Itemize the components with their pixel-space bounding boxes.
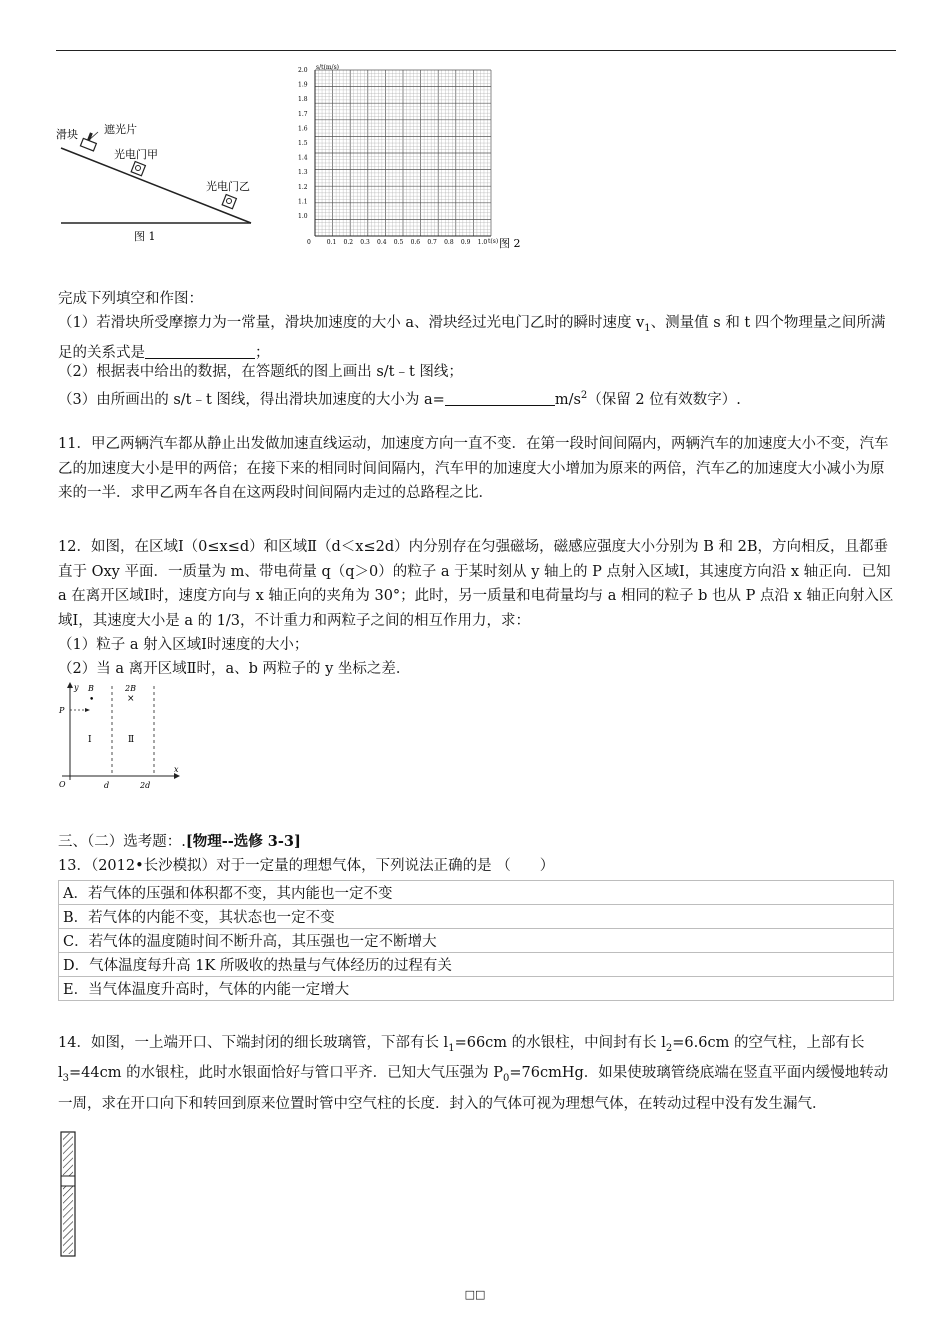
region-1-label: Ⅰ	[88, 735, 92, 745]
section-label: 三、（二）选考题：.	[58, 834, 186, 850]
x-axis: x	[174, 765, 179, 774]
option-e[interactable]: E．当气体温度升高时，气体的内能一定增大	[59, 977, 894, 1001]
y-tick-label: 1.9	[298, 81, 308, 89]
y-tick-label: 1.4	[298, 154, 308, 162]
x-tick-label: 0.8	[444, 239, 454, 246]
y-axis: y	[74, 683, 79, 692]
q10-part1-end: ；	[255, 345, 270, 362]
section-title	[58, 830, 898, 855]
q10-part1	[58, 311, 898, 366]
field-cross-icon: ×	[127, 694, 135, 704]
y-tick-label: 1.2	[298, 183, 308, 191]
label-gate-b: 光电门乙	[206, 180, 250, 193]
q14-text	[58, 1031, 898, 1116]
q14-s4: 0	[502, 1073, 510, 1085]
q12-part1: （1）粒子 a 射入区域Ⅰ时速度的大小；	[58, 637, 309, 653]
x-tick-label: 0.3	[360, 239, 370, 246]
tick-d: d	[104, 781, 110, 790]
x-tick-label: 0.5	[393, 239, 404, 246]
figure-q14-tube	[58, 1130, 82, 1260]
q10-intro: 完成下列填空和作图：	[58, 291, 203, 307]
field-2b-label: 2B	[125, 684, 136, 693]
figure-q12-field	[56, 680, 186, 792]
figure-2-grid	[296, 62, 526, 252]
point-p: P	[59, 706, 65, 715]
q10-part3-b: m/s	[554, 391, 581, 408]
q10-part3-c: （保留 2 位有效数字）.	[587, 391, 741, 408]
q10-part1-sub: 1	[644, 322, 651, 334]
q14-t2: =66cm 的水银柱，中间封有长 l	[454, 1035, 666, 1051]
y-tick-label: 1.3	[298, 169, 308, 177]
option-c[interactable]: C．若气体的温度随时间不断升高，其压强也一定不断增大	[59, 929, 894, 953]
label-shutter: 遮光片	[104, 123, 137, 136]
answer-blank-1[interactable]	[145, 344, 255, 359]
q10-part3	[58, 384, 898, 412]
q10-part3-sup: 2	[580, 390, 588, 401]
header-rule	[56, 50, 896, 51]
fig1-caption: 图 1	[134, 230, 156, 243]
q14-t3: =6.6cm 的空气柱，上部有长 l	[58, 1035, 865, 1082]
q10-part1-b: 、测量值 s 和 t 四个物理量之间所满足的关系式是	[58, 315, 886, 362]
x-tick-label: 1.0	[477, 239, 488, 246]
q10-part3-a: （3）由所画出的 s/t﹣t 图线，得出滑块加速度的大小为 a=	[58, 391, 445, 408]
q10-part1-a: （1）若滑块所受摩擦力为一常量，滑块加速度的大小 a、滑块经过光电门乙时的瞬时速度 v	[58, 315, 645, 331]
option-d[interactable]: D．气体温度每升高 1K 所吸收的热量与气体经历的过程有关	[59, 953, 894, 977]
x-tick-label: 0.9	[460, 239, 471, 246]
q10-part2: （2）根据表中给出的数据，在答题纸的图上画出 s/t﹣t 图线；	[58, 364, 463, 380]
field-dot-icon: •	[89, 695, 95, 705]
x-tick-label: 0.2	[343, 239, 354, 246]
q13-options-table	[58, 880, 894, 1001]
figure-1-incline	[56, 110, 266, 245]
label-gate-a: 光电门甲	[114, 148, 158, 161]
q14-t5: =76cmHg．如果使玻璃管绕底端在竖直平面内缓慢地转动一周，求在开口向下和转回到原来位置时管中空气柱的长度．封入的气体可视为理想气体，在转动过程中没有发生漏气．	[58, 1065, 889, 1112]
option-a[interactable]: A．若气体的压强和体积都不变，其内能也一定不变	[59, 881, 894, 905]
y-tick-label: 2.0	[298, 67, 308, 74]
origin-o: O	[59, 780, 66, 789]
region-2-label: Ⅱ	[128, 735, 135, 745]
q14-t4: =44cm 的水银柱，此时水银面恰好与管口平齐．已知大气压强为 P	[69, 1065, 503, 1082]
x-axis-label: t(s)	[488, 238, 499, 245]
y-axis-label: s/t(m/s)	[316, 64, 339, 71]
y-tick-label: 1.5	[298, 140, 308, 147]
x-tick-label: 0.4	[377, 239, 387, 246]
origin-label: 0	[307, 239, 311, 246]
section-elective: [物理--选修 3-3]	[185, 833, 301, 850]
q14-s3: 3	[62, 1073, 70, 1085]
page-footer: □□	[464, 1288, 486, 1301]
q14-t1: 14．如图，一上端开口、下端封闭的细长玻璃管，下部有长 l	[58, 1035, 449, 1051]
q12-text: 12．如图，在区域Ⅰ（0≤x≤d）和区域Ⅱ（d＜x≤2d）内分别存在匀强磁场，磁感应强度大小分别为 B 和 2B，方向相反，且都垂直于 Oxy 平面．一质量为 m、带电荷量 q（q＞0）的粒子 a 于某时刻从 y 轴上的 P 点射入区域Ⅰ，其速度方向沿 x 轴正向．已知 a 在离开区域Ⅰ时，速度方向与 x 轴正向的夹角为 30°；此时，另一质量和电荷量均与 a 相同的粒子 b 也从 P 点沿 x 轴正向射入区域Ⅰ，其速度大小是 a 的 1/3，不计重力和两粒子之间的相互作用力，求：	[58, 539, 894, 629]
q11-text: 11．甲乙两辆汽车都从静止出发做加速直线运动，加速度方向一直不变．在第一段时间间隔内，两辆汽车的加速度大小不变，汽车乙的加速度大小是甲的两倍；在接下来的相同时间间隔内，汽车甲的加速度大小增加为原来的两倍，汽车乙的加速度大小减小为原来的一半．求甲乙两车各自在这两段时间间隔内走过的总路程之比．	[58, 436, 889, 501]
x-tick-label: 0.7	[427, 239, 437, 246]
y-tick-label: 1.7	[298, 110, 308, 118]
label-slider: 滑块	[56, 128, 78, 141]
option-b[interactable]: B．若气体的内能不变，其状态也一定不变	[59, 905, 894, 929]
y-tick-label: 1.1	[298, 198, 308, 206]
q12-part2: （2）当 a 离开区域Ⅱ时，a、b 两粒子的 y 坐标之差．	[58, 661, 411, 677]
tick-2d: 2d	[140, 781, 151, 790]
y-tick-label: 1.0	[298, 213, 308, 220]
answer-blank-2[interactable]	[445, 391, 555, 406]
field-b-label: B	[88, 684, 94, 693]
q13-stem: 13．（2012•长沙模拟）对于一定量的理想气体，下列说法正确的是 （ ）	[58, 858, 555, 874]
x-tick-label: 0.6	[410, 239, 421, 246]
x-tick-label: 0.1	[326, 239, 337, 246]
q14-s2: 2	[665, 1042, 673, 1054]
y-tick-label: 1.8	[298, 96, 308, 104]
y-tick-label: 1.6	[298, 125, 308, 133]
q14-s1: 1	[448, 1042, 455, 1054]
fig2-caption: 图 2	[499, 237, 521, 250]
